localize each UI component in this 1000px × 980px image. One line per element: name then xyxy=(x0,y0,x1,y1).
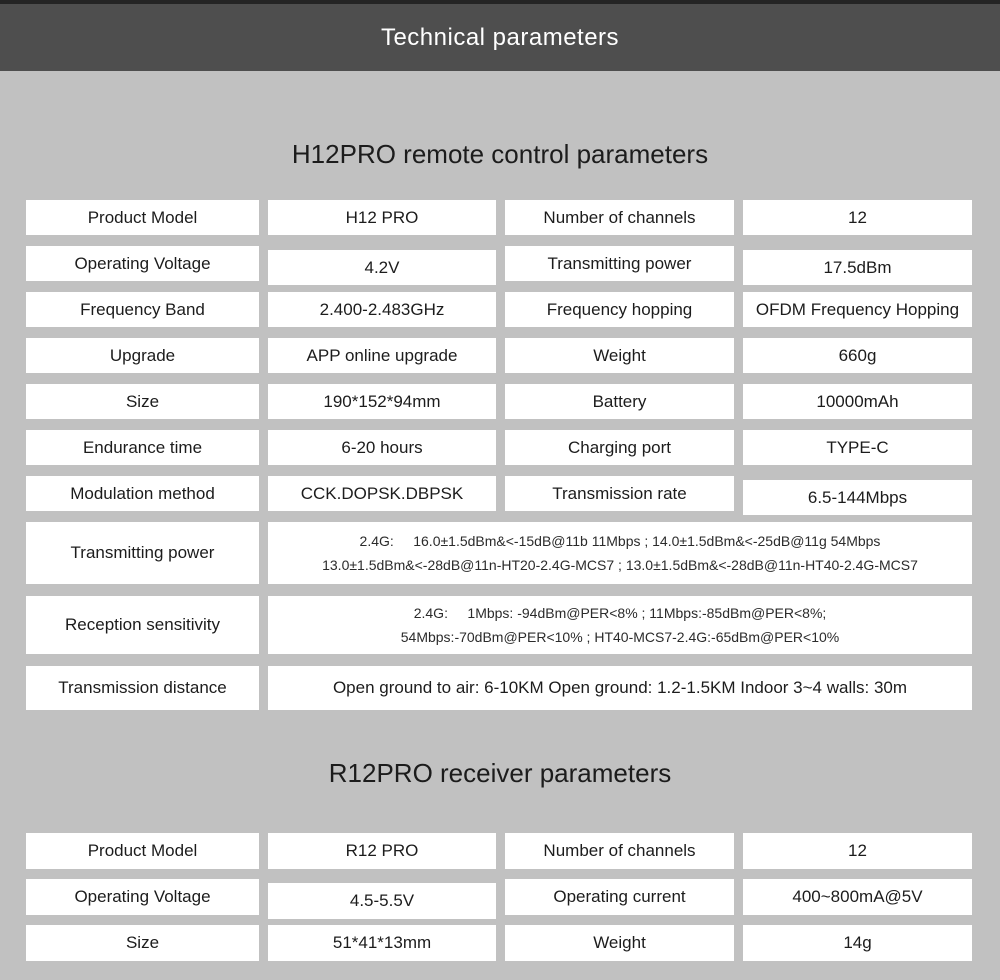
spec-row xyxy=(26,476,972,511)
spec-value-line: 13.0±1.5dBm&<-28dB@11n-HT20-2.4G-MCS7 ; 13.0±1.5dBm&<-28dB@11n-HT40-2.4G-MCS7 xyxy=(322,557,918,573)
spec-row-transmission-distance xyxy=(26,666,972,710)
spec-label-cell: Operating Voltage xyxy=(26,879,259,915)
spec-row xyxy=(26,925,972,961)
spec-value-cell: 4.5-5.5V xyxy=(268,883,496,919)
spec-value-cell: 400~800mA@5V xyxy=(743,879,972,915)
section-heading-h12pro: H12PRO remote control parameters xyxy=(291,139,709,169)
spec-value-cell: 4.2V xyxy=(268,250,496,285)
spec-label-cell: Transmission rate xyxy=(505,476,734,511)
spec-label-cell: Size xyxy=(26,925,259,961)
page-title: Technical parameters xyxy=(380,23,620,51)
h12pro-spec-table xyxy=(26,200,972,710)
spec-value-cell: 6-20 hours xyxy=(268,430,496,465)
spec-value-cell: H12 PRO xyxy=(268,200,496,235)
spec-label-cell: Battery xyxy=(505,384,734,419)
spec-label-cell: Operating current xyxy=(505,879,734,915)
section-heading-r12pro: R12PRO receiver parameters xyxy=(328,758,672,788)
spec-row xyxy=(26,879,972,915)
spec-value-cell xyxy=(268,596,972,654)
spec-value-cell: OFDM Frequency Hopping xyxy=(743,292,972,327)
spec-label-cell: Product Model xyxy=(26,833,259,869)
spec-value-line: 54Mbps:-70dBm@PER<10% ; HT40-MCS7-2.4G:-65dBm@PER<10% xyxy=(400,629,840,645)
spec-value-cell: 14g xyxy=(743,925,972,961)
spec-value-cell: 190*152*94mm xyxy=(268,384,496,419)
spec-label-cell: Operating Voltage xyxy=(26,246,259,281)
spec-value-line: Open ground to air: 6-10KM Open ground: 1.2-1.5KM Indoor 3~4 walls: 30m xyxy=(332,678,908,697)
spec-label-cell: Product Model xyxy=(26,200,259,235)
spec-value-cell: CCK.DOPSK.DBPSK xyxy=(268,476,496,511)
spec-value-cell: R12 PRO xyxy=(268,833,496,869)
spec-value-cell: 51*41*13mm xyxy=(268,925,496,961)
spec-label-cell: Frequency Band xyxy=(26,292,259,327)
spec-label-cell: Weight xyxy=(505,925,734,961)
spec-row xyxy=(26,292,972,327)
spec-label-cell: Weight xyxy=(505,338,734,373)
spec-row xyxy=(26,833,972,869)
spec-value-line: 2.4G: 1Mbps: -94dBm@PER<8% ; 11Mbps:-85dBm@PER<8%; xyxy=(413,605,827,621)
spec-value-line: 2.4G: 16.0±1.5dBm&<-15dB@11b 11Mbps ; 14.0±1.5dBm&<-25dB@11g 54Mbps xyxy=(359,533,881,549)
spec-row xyxy=(26,246,972,281)
spec-row xyxy=(26,430,972,465)
r12pro-spec-table xyxy=(26,833,972,961)
spec-value-cell: 6.5-144Mbps xyxy=(743,480,972,515)
spec-label-cell: Frequency hopping xyxy=(505,292,734,327)
spec-value-cell xyxy=(268,666,972,710)
spec-value-cell: 2.400-2.483GHz xyxy=(268,292,496,327)
spec-row-transmitting-power-detail xyxy=(26,522,972,584)
spec-value-cell: 10000mAh xyxy=(743,384,972,419)
spec-row xyxy=(26,200,972,235)
spec-label-cell: Size xyxy=(26,384,259,419)
spec-label-cell: Transmitting power xyxy=(505,246,734,281)
spec-label-cell: Number of channels xyxy=(505,833,734,869)
spec-value-cell: APP online upgrade xyxy=(268,338,496,373)
spec-label-cell: Transmitting power xyxy=(26,522,259,584)
spec-row-reception-sensitivity xyxy=(26,596,972,654)
spec-value-cell xyxy=(268,522,972,584)
spec-value-cell: 17.5dBm xyxy=(743,250,972,285)
spec-label-cell: Endurance time xyxy=(26,430,259,465)
spec-value-cell: TYPE-C xyxy=(743,430,972,465)
header-bar xyxy=(0,0,1000,71)
spec-label-cell: Transmission distance xyxy=(26,666,259,710)
spec-value-cell: 12 xyxy=(743,200,972,235)
spec-value-cell: 660g xyxy=(743,338,972,373)
spec-value-cell: 12 xyxy=(743,833,972,869)
spec-label-cell: Modulation method xyxy=(26,476,259,511)
spec-label-cell: Reception sensitivity xyxy=(26,596,259,654)
spec-row xyxy=(26,384,972,419)
spec-row xyxy=(26,338,972,373)
spec-label-cell: Upgrade xyxy=(26,338,259,373)
spec-label-cell: Number of channels xyxy=(505,200,734,235)
spec-label-cell: Charging port xyxy=(505,430,734,465)
